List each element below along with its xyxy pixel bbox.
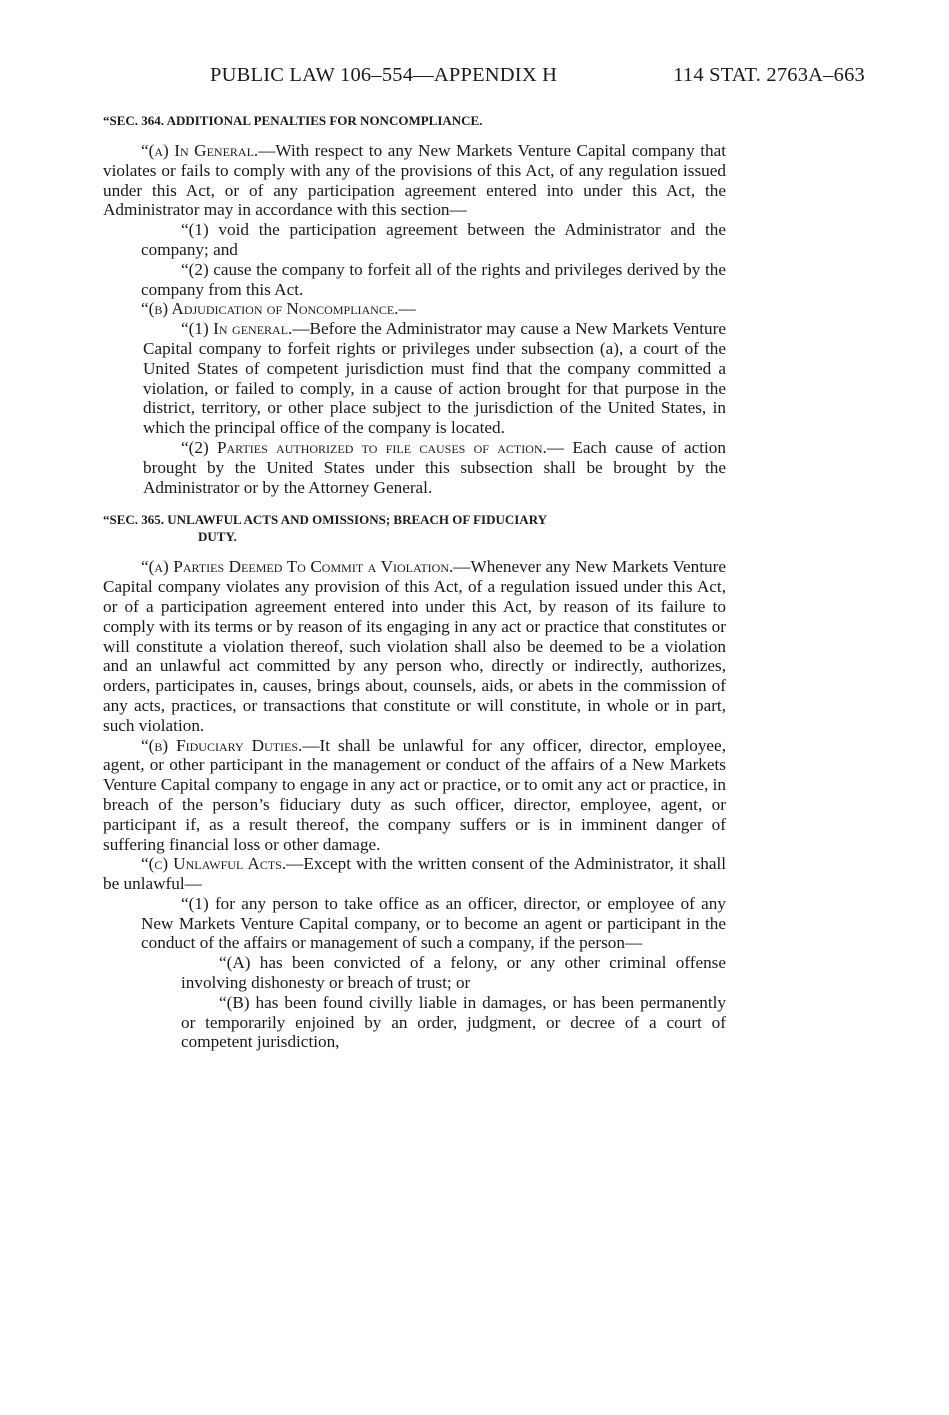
sec-364-a-heading: “(a) In General. [141, 141, 259, 160]
sec-364-b2-text: — Each cause of action brought by the United States under this subsection shall be brought by the Administrator or by the Attorney General. [143, 437, 726, 497]
sec-365-a-heading: “(a) Parties Deemed To Commit a Violation. [141, 557, 454, 577]
sec-365-b-text: —It shall be unlawful for any officer, director, employee, agent, or other participant in the management or conduct of the affairs of a New Markets Venture Capital company to engage in any act or practice, or to omit any act or practice, in breach of the person’s fiduciary duty as such officer, director, employee, agent, or participant if, as a result thereof, the company suffers or is in imminent danger of suffering financial loss or other damage. [103, 735, 726, 854]
document-body [103, 112, 726, 1052]
sec-365-heading [103, 511, 726, 545]
sec-365-cB: “(B) has been found civilly liable in damages, or has been permanently or temporarily enjoined by an order, judgment, or decree of a court of competent jurisdiction, [181, 992, 726, 1052]
sec-365-b [103, 736, 726, 855]
sec-365-cA: “(A) has been convicted of a felony, or any other criminal offense involving dishonesty or breach of trust; or [181, 953, 726, 993]
sec-364-b2 [103, 438, 726, 497]
sec-364-b2-heading: “(2) Parties authorized to file causes of action. [181, 437, 547, 457]
sec-365-c1: “(1) for any person to take office as an officer, director, or employee of any New Markets Venture Capital company, or to become an agent or participant in the conduct of the affairs or management of such a company, if the person— [141, 893, 726, 953]
sec-364-a2: “(2) cause the company to forfeit all of the rights and privileges derived by the company from this Act. [141, 259, 726, 299]
sec-364-a1: “(1) void the participation agreement between the Administrator and the company; and [141, 220, 726, 259]
sec-365-heading-line-1: “SEC. 365. UNLAWFUL ACTS AND OMISSIONS; BREACH OF FIDUCIARY [103, 512, 548, 528]
sec-364-a-text: —With respect to any New Markets Venture Capital company that violates or fails to comply with any of the provisions of this Act, of any regulation issued under this Act, or of any participation agreement entered into under this Act, the Administrator may in accordance with this section— [103, 141, 726, 220]
sec-365-c-text: —Except with the written consent of the Administrator, it shall be unlawful— [103, 854, 726, 894]
sec-364-a [103, 141, 726, 220]
sec-364-b1-text: —Before the Administrator may cause a New Markets Venture Capital company to forfeit rights or privileges under subsection (a), a court of the United States of competent jurisdiction must find that the company committed a violation, or failed to comply, in a cause of action brought for that purpose in the district, territory, or other place subject to the jurisdiction of the United States, in which the principal office of the company is located. [143, 319, 726, 438]
sec-365-heading-line-2: DUTY. [198, 529, 237, 545]
sec-365-b-heading: “(b) Fiduciary Duties. [141, 735, 303, 755]
sec-365-c [103, 854, 726, 894]
sec-364-b1-heading: “(1) In general. [181, 319, 293, 339]
sec-365-c-heading: “(c) Unlawful Acts. [141, 854, 287, 874]
sec-365-a [103, 557, 726, 735]
header-law-title: PUBLIC LAW 106–554—APPENDIX H [210, 64, 558, 86]
sec-364-heading: “SEC. 364. ADDITIONAL PENALTIES FOR NONCOMPLIANCE. [103, 113, 483, 128]
sec-364-b1 [103, 319, 726, 438]
page-header [210, 64, 865, 87]
sec-364-b-heading: “(b) Adjudication of Noncompliance.— [141, 299, 416, 319]
sec-365-a-text: —Whenever any New Markets Venture Capital company violates any provision of this Act, of a regulation issued under this Act, or of a participation agreement entered into under this Act, by reason of its failure to comply with its terms or by reason of its engaging in any act or practice that constitutes or will constitute a violation thereof, such violation shall also be deemed to be a violation and an unlawful act committed by any person who, directly or indirectly, authorizes, orders, participates in, causes, brings about, counsels, aids, or abets in the commission of any acts, practices, or transactions that constitute or will constitute, in whole or in part, such violation. [103, 557, 727, 735]
header-statute-cite: 114 STAT. 2763A–663 [673, 64, 865, 86]
